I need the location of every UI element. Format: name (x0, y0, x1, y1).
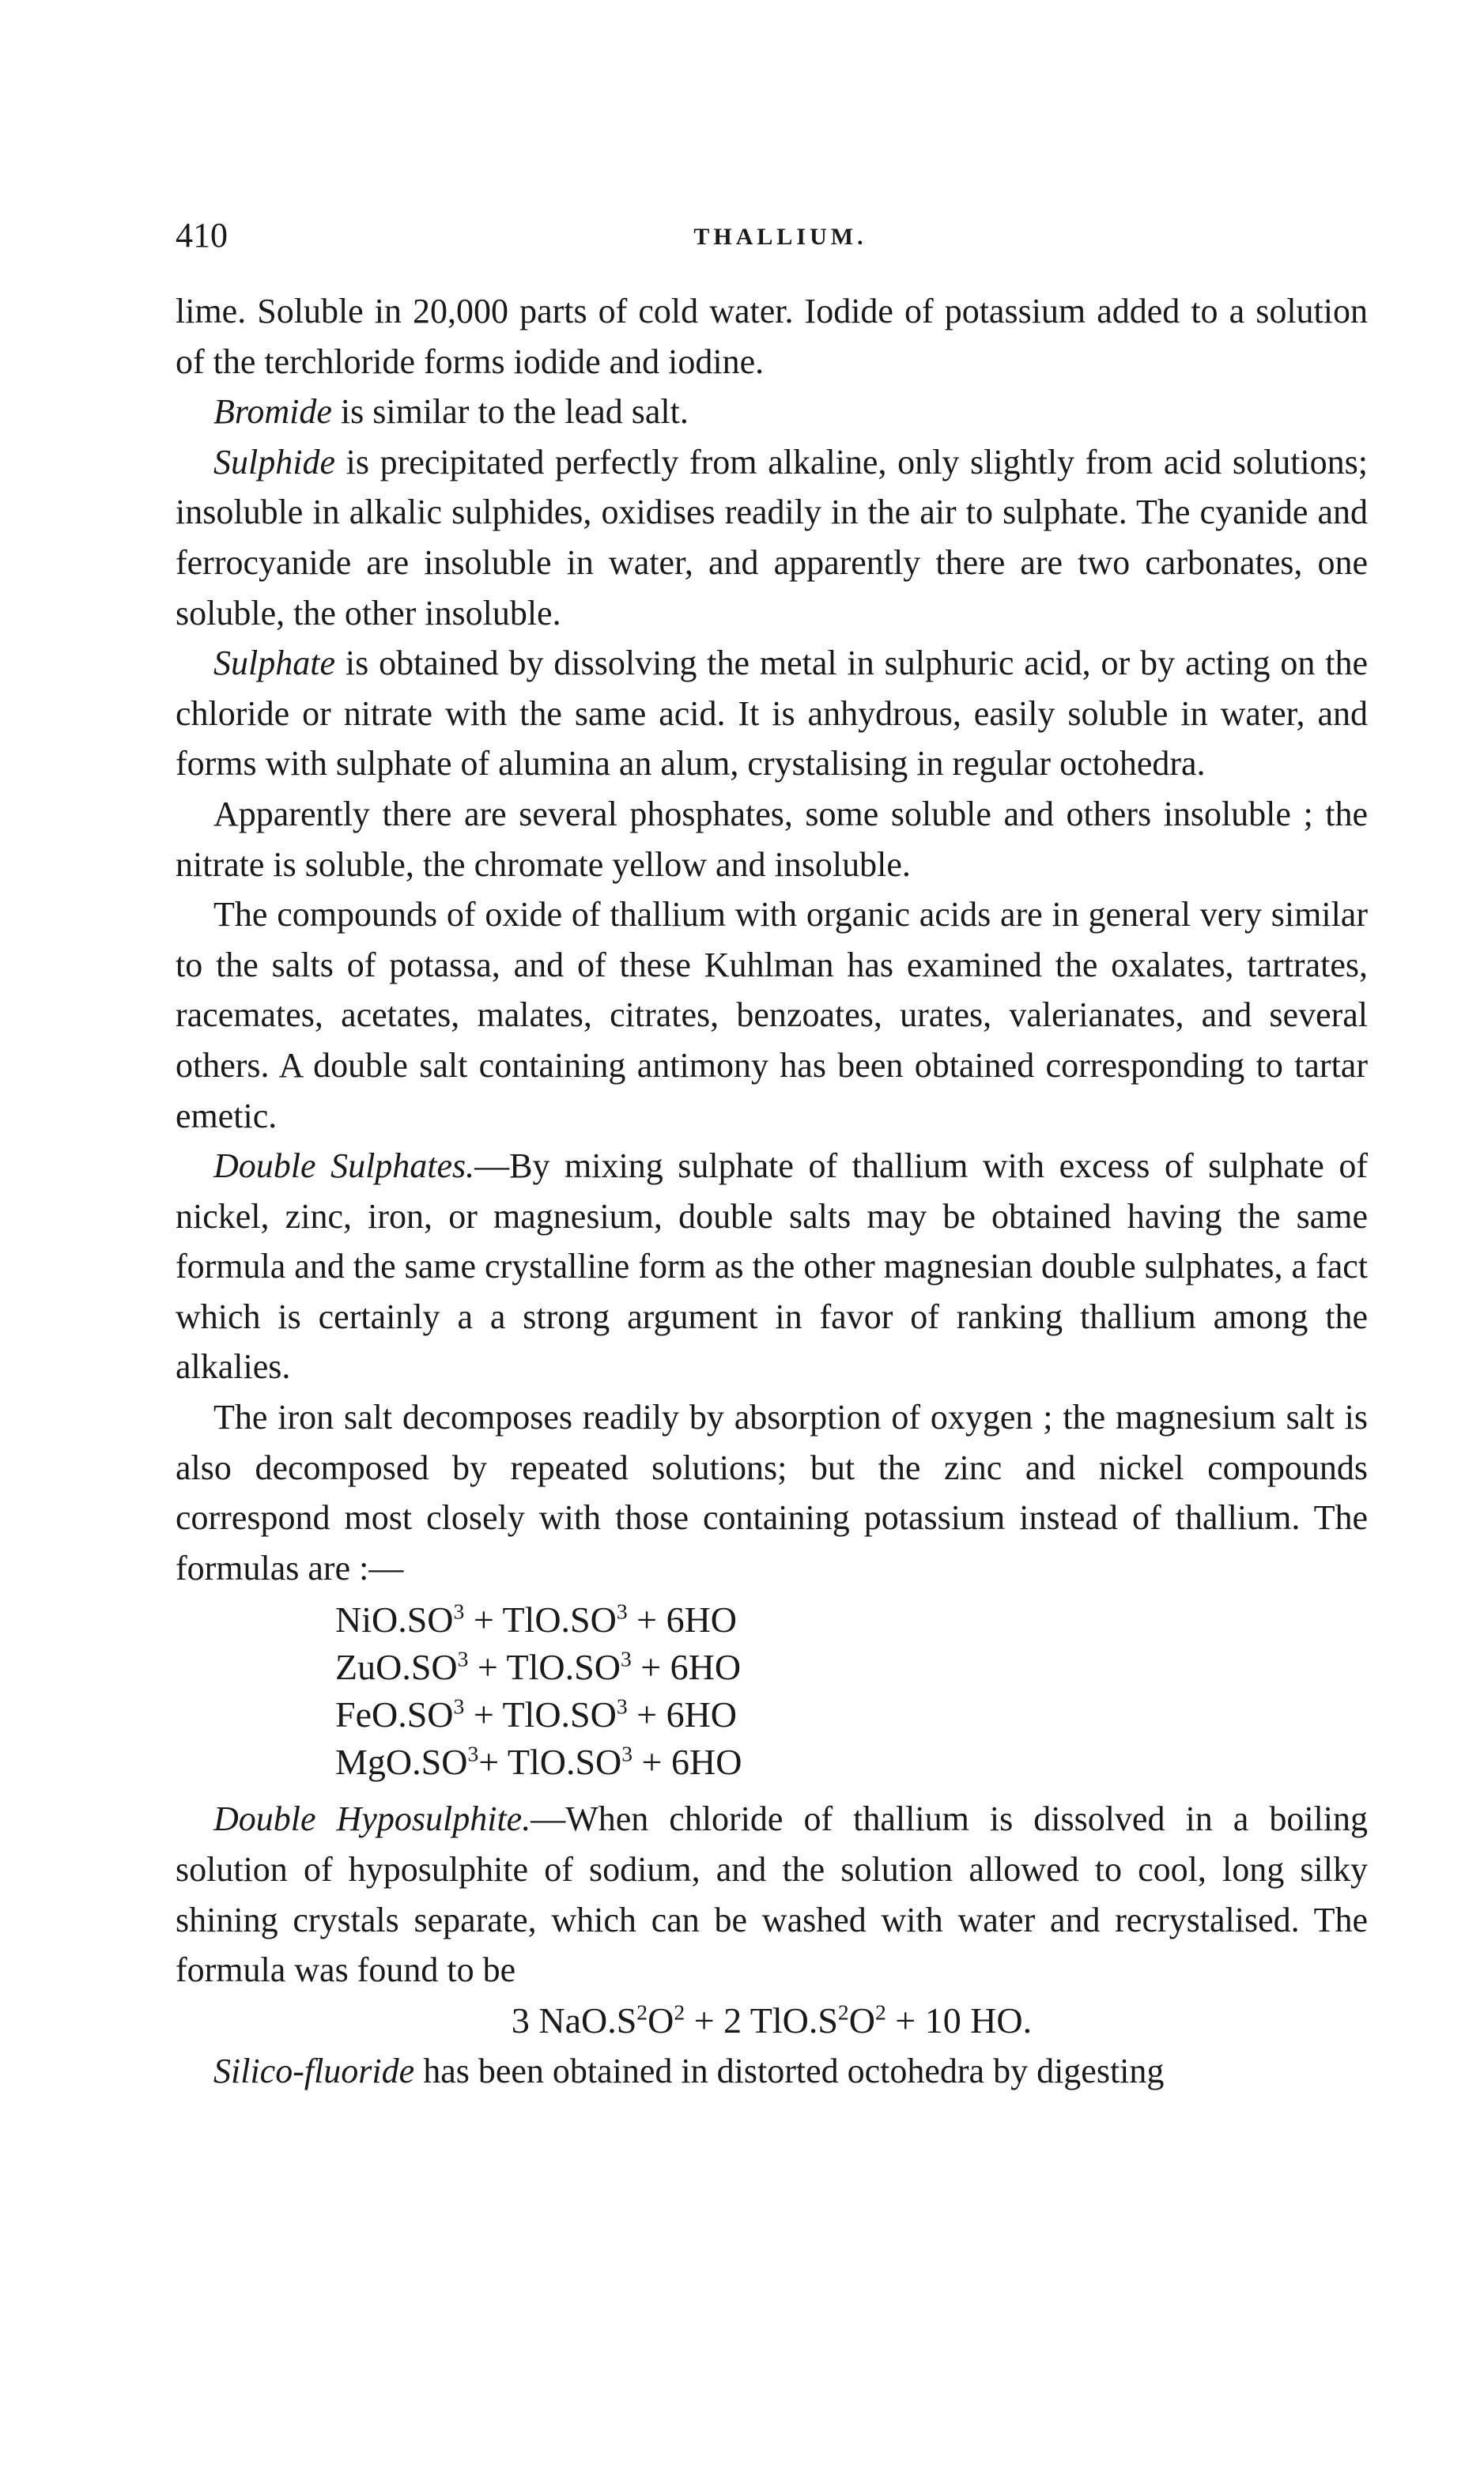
page-number: 410 (176, 216, 228, 255)
running-title: THALLIUM. (693, 224, 867, 250)
paragraph-sulphate (176, 638, 1368, 789)
paragraph-silico-fluoride-text: has been obtained in distorted octohedra by digesting (414, 2051, 1165, 2090)
formula-list (176, 1596, 1368, 1786)
paragraph-sulphide-text: is precipitated perfectly from alkaline, only slightly from acid solutions; insoluble in alkalic sulphides, oxidises readily in the air to sulphate. The cyanide and ferrocyanide are insoluble in water, and apparently there are two carbonates, one soluble, the other insoluble. (176, 442, 1368, 632)
page-header (176, 212, 1385, 259)
paragraph-bromide (176, 387, 1368, 437)
term-double-hyposulphite: Double Hyposulphite. (213, 1799, 531, 1839)
paragraph-iron-salt: The iron salt decomposes readily by absorption of oxygen ; the magnesium salt is also decomposed by repeated solutions; but the zinc and nickel compounds correspond most closely with those containing potassium instead of thallium. The formulas are :— (176, 1398, 1368, 1588)
paragraph-sulphide (176, 437, 1368, 638)
paragraph-double-sulphates-text: —By mixing sulphate of thallium with excess of sulphate of nickel, zinc, iron, or magnesium, double salts may be obtained having the same formula and the same crystalline form as the other magnesian double sulphates, a fact which is certainly a a strong argument in favor of ranking thallium among the alkalies. (176, 1146, 1368, 1387)
formula-magnesium: $MgO.SO^3+ TlO.SO^3 + 6HO$ (335, 1742, 742, 1783)
term-sulphide: Sulphide (213, 442, 335, 481)
paragraph-bromide-text: is similar to the lead salt. (331, 392, 689, 432)
paragraph-organic-acids: The compounds of oxide of thallium with organic acids are in general very similar to the salts of potassa, and of these Kuhlman has examined the oxalates, tartrates, racemates, acetates, malates, citrates, benzoates, urates, valerianates, and several others. A double salt containing antimony has been obtained corresponding to tartar emetic. (176, 895, 1368, 1135)
paragraph-lime: lime. Soluble in 20,000 parts of cold water. Iodide of potassium added to a solution of the terchloride forms iodide and iodine. (176, 292, 1368, 381)
term-bromide: Bromide (213, 392, 332, 432)
paragraph-double-sulphates (176, 1141, 1368, 1392)
formula-hyposulphite: 3 $NaO.S^2O^2 + 2$ $TlO.S^2O^2 + 10$ HO. (511, 1999, 1033, 2041)
paragraph-double-hyposulphite-text: —When chloride of thallium is dissolved in a boiling solution of hyposulphite of sodium, and the solution allowed to cool, long silky shining crystals separate, which can be washed with water and recrystalised. The formula was found to be (176, 1799, 1368, 1990)
paragraph-double-hyposulphite (176, 1794, 1368, 1995)
paragraph-silico-fluoride (176, 2046, 1368, 2097)
paragraph-sulphate-text: is obtained by dissolving the metal in sulphuric acid, or by acting on the chloride or nitrate with the same acid. It is anhydrous, easily soluble in water, and forms with sulphate of alumina an alum, crystalising in regular octohedra. (176, 644, 1368, 784)
formula-iron: $FeO.SO^3 + TlO.SO^3 + 6HO$ (335, 1694, 738, 1735)
formula-zinc: $ZuO.SO^3 + TlO.SO^3 + 6HO$ (335, 1647, 742, 1688)
term-double-sulphates: Double Sulphates. (213, 1146, 475, 1186)
term-sulphate: Sulphate (213, 644, 335, 683)
formula-nickel: $NiO.SO^3 + TlO.SO^3 + 6HO$ (335, 1599, 738, 1641)
paragraph-phosphates: Apparently there are several phosphates, some soluble and others insoluble ; the nitrate is soluble, the chromate yellow and insoluble. (176, 794, 1368, 884)
term-silico-fluoride: Silico-fluoride (213, 2051, 415, 2090)
body-text (176, 286, 1368, 2096)
